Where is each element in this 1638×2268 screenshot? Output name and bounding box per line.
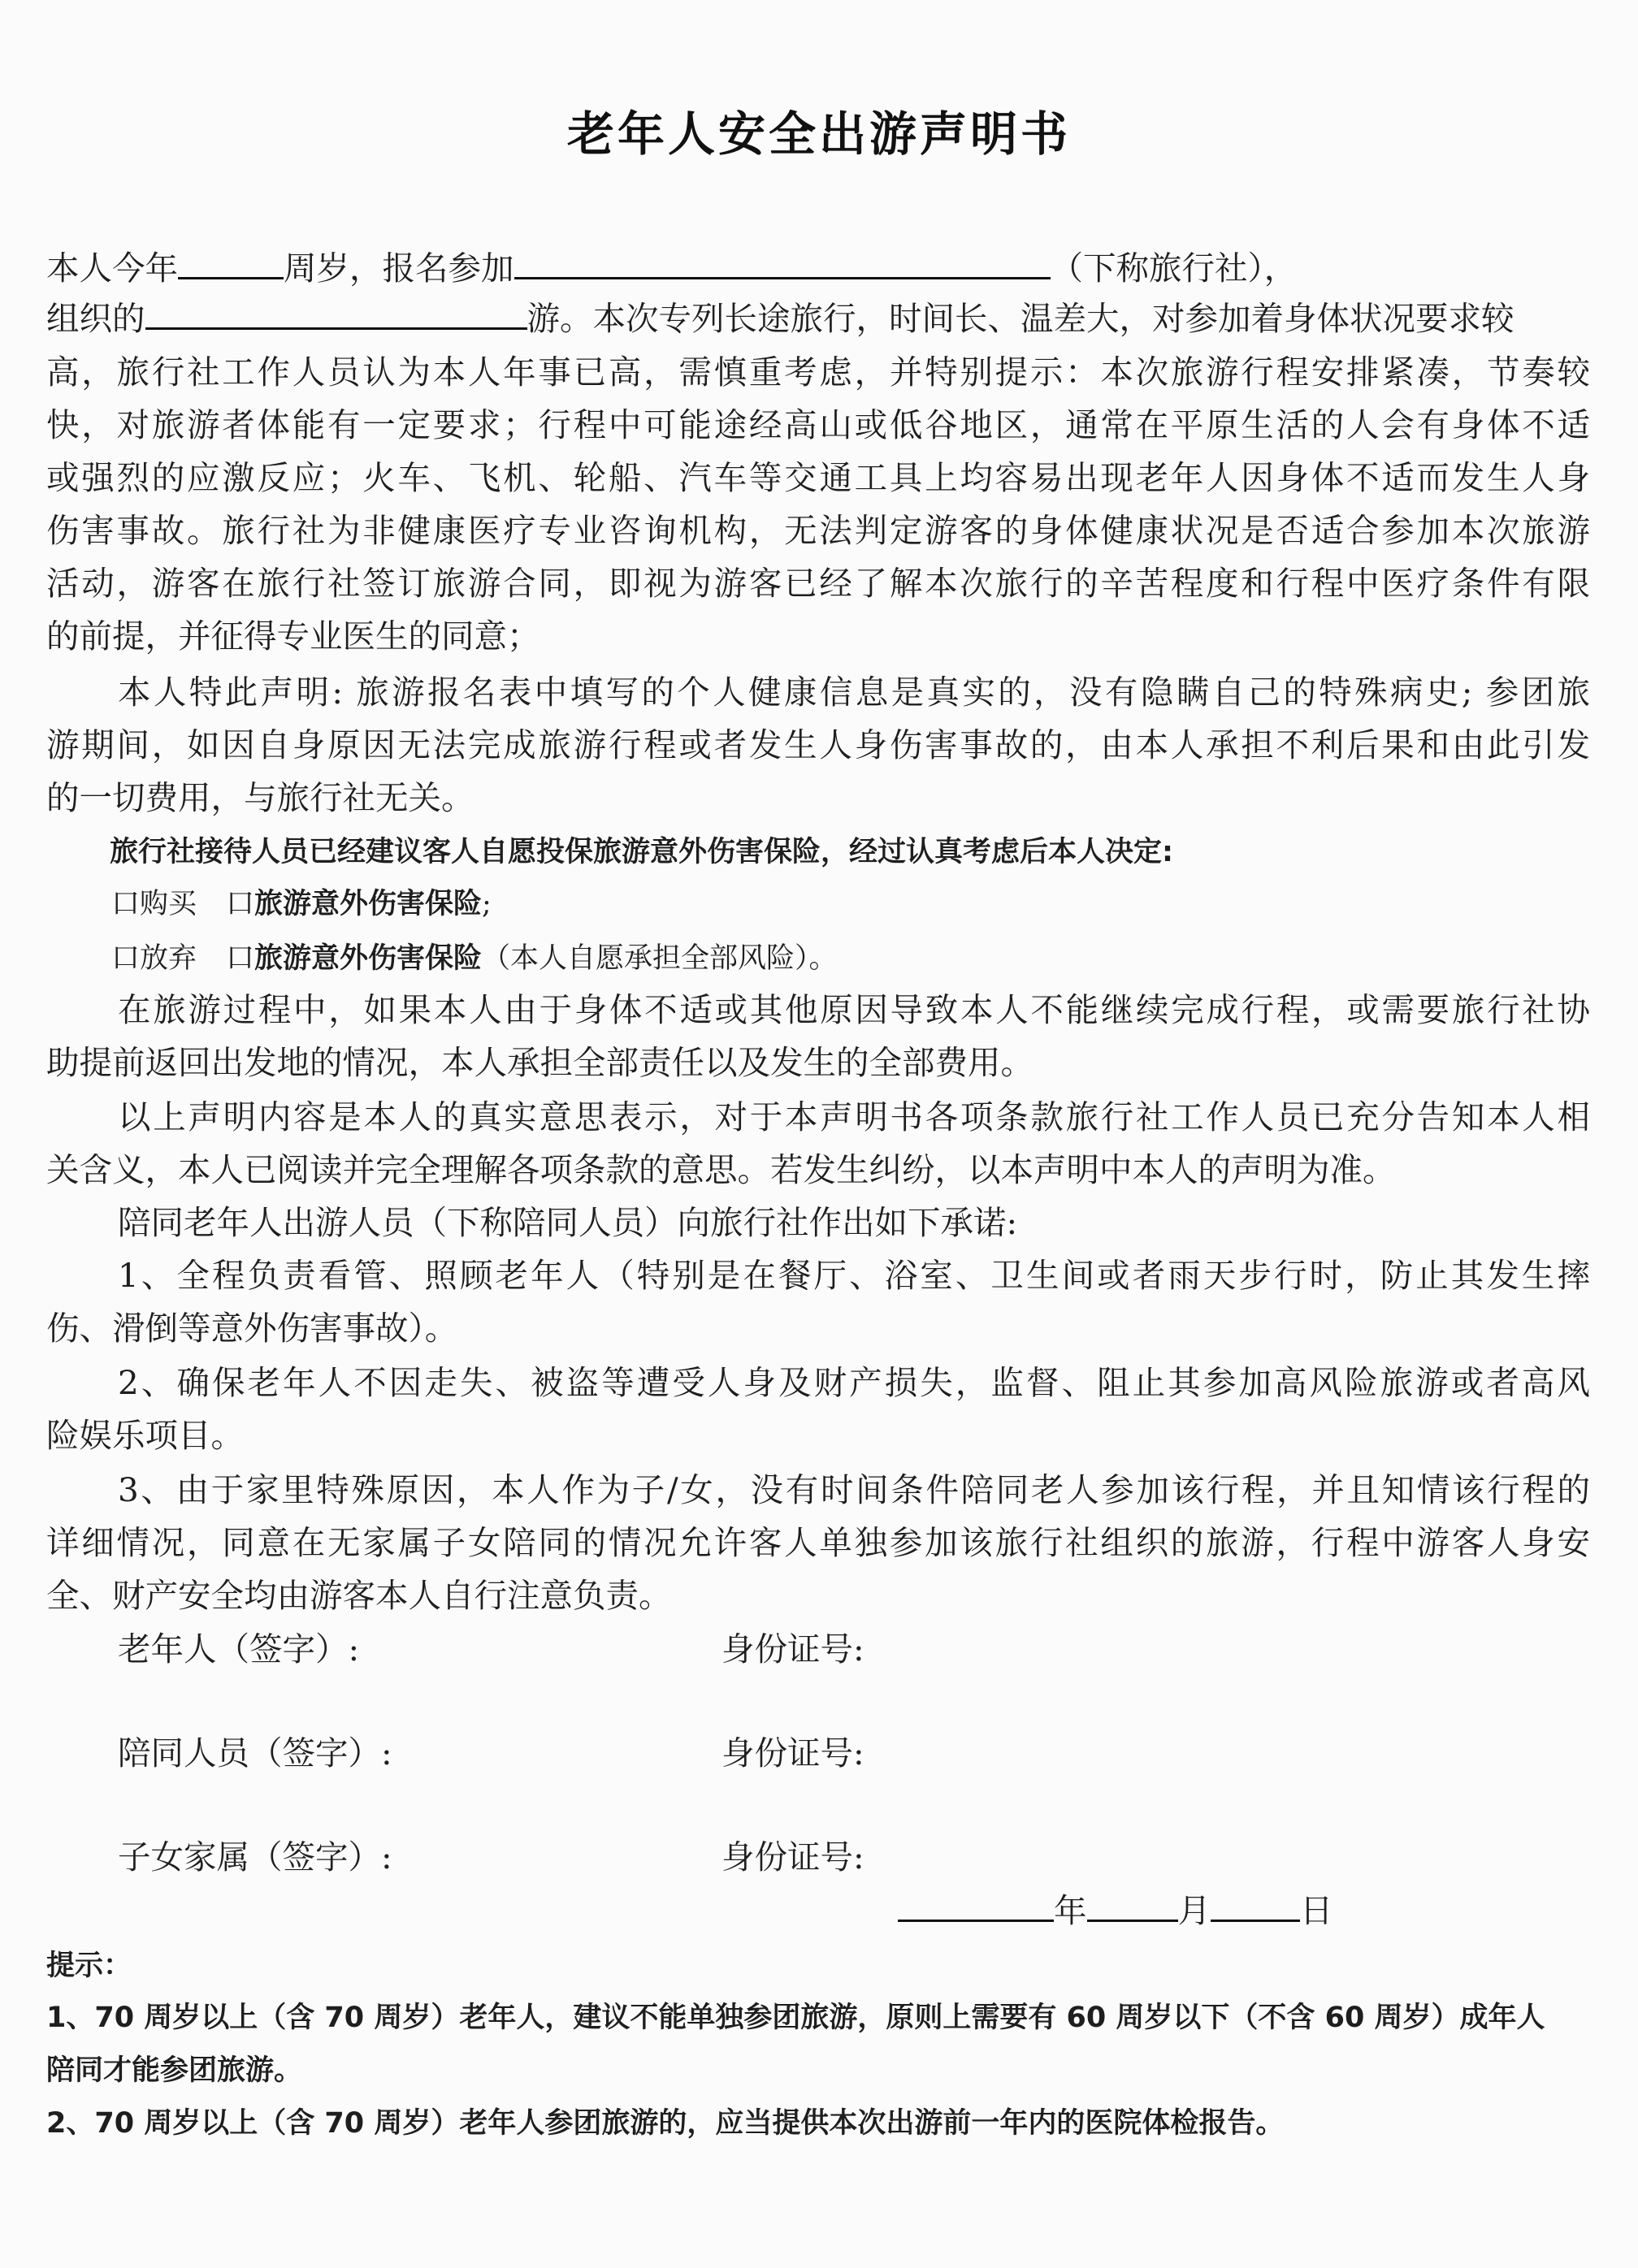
buy-item-end: ; — [482, 888, 492, 920]
intro-line-7: 活动，游客在旅行社签订旅游合同，即视为游客已经了解本次旅行的辛苦程度和行程中医疗条件有限 — [46, 564, 1590, 603]
intro-text: 游。本次专列长途旅行，时间长、温差大，对参加着身体状况要求较 — [526, 299, 1514, 338]
responsibility-line-2: 助提前返回出发地的情况，本人承担全部责任以及发生的全部费用。 — [46, 1043, 1034, 1082]
day-label: 日 — [1300, 1891, 1333, 1930]
agency-suffix: （下称旅行社）， — [1050, 249, 1298, 288]
year-label: 年 — [1054, 1891, 1087, 1930]
companion-id-label: 身份证号: — [722, 1733, 864, 1772]
waive-item-label: 旅游意外伤害保险 — [254, 942, 483, 975]
age-label: 本人今年 — [46, 249, 178, 288]
agency-blank[interactable] — [514, 249, 1051, 279]
tip-1-line-1: 1、70 周岁以上（含 70 周岁）老年人，建议不能单独参团旅游，原则上需要有 60 周岁以下（不含 60 周岁）成年人 — [46, 2002, 1545, 2034]
intro-line-1 — [46, 244, 1590, 292]
year-blank[interactable] — [898, 1892, 1054, 1922]
register-label: 周岁，报名参加 — [284, 249, 514, 288]
intro-line-2 — [46, 294, 1590, 343]
confirmation-line-1: 以上声明内容是本人的真实意思表示，对于本声明书各项条款旅行社工作人员已充分告知本人相 — [118, 1097, 1590, 1136]
intro-line-6: 伤害事故。旅行社为非健康医疗专业咨询机构，无法判定游客的身体健康状况是否适合参加本次旅游 — [46, 511, 1590, 550]
buy-checkbox[interactable]: 口购买 — [111, 888, 197, 920]
commitment-3-line-1: 3、由于家里特殊原因，本人作为子/女，没有时间条件陪同老人参加该行程，并且知情该行程的 — [118, 1470, 1590, 1509]
insurance-buy-option[interactable] — [111, 880, 1638, 928]
intro-line-5: 或强烈的应激反应；火车、飞机、轮船、汽车等交通工具上均容易出现老年人因身体不适而发生人身 — [46, 458, 1590, 497]
commitment-3-line-2: 详细情况，同意在无家属子女陪同的情况允许客人单独参加该旅行社组织的旅游，行程中游客人身安 — [46, 1523, 1590, 1562]
day-blank[interactable] — [1211, 1892, 1300, 1922]
declaration-line-2: 游期间，如因自身原因无法完成旅游行程或者发生人身伤害事故的，由本人承担不利后果和由此引发 — [46, 725, 1590, 764]
insurance-waive-option[interactable] — [111, 934, 1638, 983]
companion-signature-label: 陪同人员（签字）: — [118, 1733, 392, 1772]
commitment-1-line-2: 伤、滑倒等意外伤害事故）。 — [46, 1309, 458, 1348]
intro-line-8: 的前提，并征得专业医生的同意； — [46, 617, 540, 656]
month-label: 月 — [1177, 1891, 1211, 1930]
intro-line-4: 快，对旅游者体能有一定要求；行程中可能途经高山或低谷地区，通常在平原生活的人会有身体不适 — [46, 405, 1590, 444]
commitment-2-line-2: 险娱乐项目。 — [46, 1416, 244, 1455]
buy-item-label: 旅游意外伤害保险 — [254, 888, 483, 920]
date-line — [898, 1886, 1333, 1935]
tip-1-line-2: 陪同才能参团旅游。 — [46, 2054, 303, 2087]
commitment-2-line-1: 2、确保老年人不因走失、被盗等遭受人身及财产损失，监督、阻止其参加高风险旅游或者高风 — [118, 1363, 1590, 1402]
family-id-label: 身份证号: — [722, 1837, 864, 1876]
tour-blank[interactable] — [145, 300, 527, 330]
waive-item-checkbox[interactable]: 口 — [226, 942, 255, 975]
waive-note: （本人自愿承担全部风险）。 — [482, 942, 838, 975]
declaration-line-1: 本人特此声明: 旅游报名表中填写的个人健康信息是真实的，没有隐瞒自己的特殊病史; 参团旅 — [118, 673, 1590, 712]
commitment-3-line-3: 全、财产安全均由游客本人自行注意负责。 — [46, 1576, 672, 1615]
intro-line-3: 高，旅行社工作人员认为本人年事已高，需慎重考虑，并特别提示：本次旅游行程安排紧凑，节奏较 — [46, 353, 1590, 392]
waive-checkbox[interactable]: 口放弃 — [111, 942, 197, 975]
month-blank[interactable] — [1087, 1892, 1178, 1922]
buy-item-checkbox[interactable]: 口 — [226, 888, 255, 920]
confirmation-line-2: 关含义，本人已阅读并完全理解各项条款的意思。若发生纠纷，以本声明中本人的声明为准。 — [46, 1150, 1396, 1189]
declaration-line-3: 的一切费用，与旅行社无关。 — [46, 778, 474, 817]
companion-intro: 陪同老年人出游人员（下称陪同人员）向旅行社作出如下承诺: — [118, 1203, 1018, 1242]
age-blank[interactable] — [178, 249, 284, 279]
elder-id-label: 身份证号: — [722, 1630, 864, 1669]
organizer-label: 组织的 — [46, 299, 145, 338]
family-signature-label: 子女家属（签字）: — [118, 1837, 392, 1876]
tips-heading: 提示： — [46, 1950, 132, 1982]
elder-signature-label: 老年人（签字）: — [118, 1630, 360, 1669]
commitment-1-line-1: 1、全程负责看管、照顾老年人（特别是在餐厅、浴室、卫生间或者雨天步行时，防止其发生摔 — [118, 1256, 1590, 1295]
tip-2: 2、70 周岁以上（含 70 周岁）老年人参团旅游的，应当提供本次出游前一年内的医院体检报告。 — [46, 2107, 1285, 2140]
responsibility-line-1: 在旅游过程中，如果本人由于身体不适或其他原因导致本人不能继续完成行程，或需要旅行社协 — [118, 990, 1590, 1029]
insurance-prompt: 旅行社接待人员已经建议客人自愿投保旅游意外伤害保险，经过认真考虑后本人决定: — [110, 836, 1173, 868]
document-title: 老年人安全出游声明书 — [566, 106, 1071, 162]
